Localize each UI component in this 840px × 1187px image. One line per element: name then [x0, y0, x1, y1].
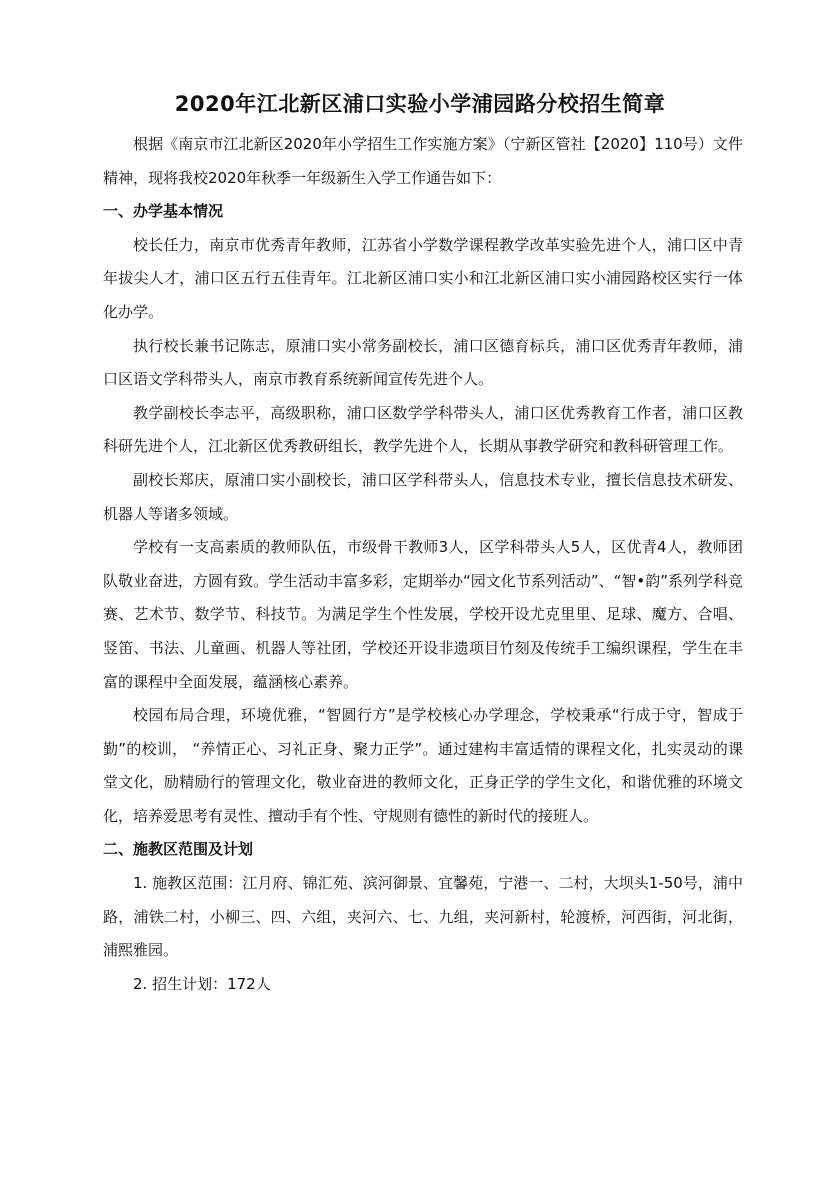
paragraph-vice-principal-teaching: 教学副校长李志平，高级职称，浦口区数学学科带头人，浦口区优秀教育工作者，浦口区教科研先进个人，江北新区优秀教研组长，教学先进个人，长期从事教学研究和教科研管理工作。 [103, 403, 743, 456]
document-title: 2020年江北新区浦口实验小学浦园路分校招生简章 [174, 92, 666, 116]
paragraph-campus-culture: 校园布局合理，环境优雅，“智圆行方”是学校核心办学理念，学校秉承“行成于守，智成于勤”的校训， “养情正心、习礼正身、聚力正学”。通过建构丰富适情的课程文化，扎实灵动的课堂文化，励精励行的管理文化，敬业奋进的教师文化，正身正学的学生文化，和谐优雅的环境文化，培养爱思考有灵性、擅动手有个性、守规则有德性的新时代的接班人。 [103, 706, 743, 825]
paragraph-vice-principal: 副校长郑庆，原浦口实小副校长，浦口区学科带头人，信息技术专业，擅长信息技术研发、机器人等诸多领域。 [103, 470, 743, 523]
list-item-district-range: 1. 施教区范围：江月府、锦汇苑、滨河御景、宜馨苑，宁港一、二村，大坝头1-50号，浦中路，浦铁二村，小柳三、四、六组，夹河六、七、九组，夹河新村，轮渡桥，河西街，河北街，浦熙雅园。 [103, 874, 743, 960]
section-heading-district-plan: 二、施教区范围及计划 [103, 840, 254, 859]
paragraph-principal: 校长任力，南京市优秀青年教师，江苏省小学数学课程教学改革实验先进个人，浦口区中青年拔尖人才，浦口区五行五佳青年。江北新区浦口实小和江北新区浦口实小浦园路校区实行一体化办学。 [103, 235, 743, 321]
section-heading-basic-info: 一、办学基本情况 [103, 202, 224, 221]
list-item-enrollment-plan: 2. 招生计划：172人 [133, 974, 271, 993]
paragraph-executive-principal: 执行校长兼书记陈志，原浦口实小常务副校长，浦口区德育标兵，浦口区优秀青年教师，浦口区语文学科带头人，南京市教育系统新闻宣传先进个人。 [103, 336, 743, 389]
paragraph-teachers-activities: 学校有一支高素质的教师队伍，市级骨干教师3人，区学科带头人5人，区优青4人，教师团队敬业奋进，方圆有致。学生活动丰富多彩，定期举办“园文化节系列活动”、“智•韵”系列学科竞赛、艺术节、数学节、科技节。为满足学生个性发展，学校开设尤克里里、足球、魔方、合唱、竖笛、书法、儿童画、机器人等社团，学校还开设非遗项目竹刻及传统手工编织课程，学生在丰富的课程中全面发展，蕴涵核心素养。 [103, 538, 743, 691]
document-body [103, 128, 743, 1001]
intro-paragraph: 根据《南京市江北新区2020年小学招生工作实施方案》（宁新区管社【2020】110号）文件精神，现将我校2020年秋季一年级新生入学工作通告如下： [103, 135, 743, 187]
